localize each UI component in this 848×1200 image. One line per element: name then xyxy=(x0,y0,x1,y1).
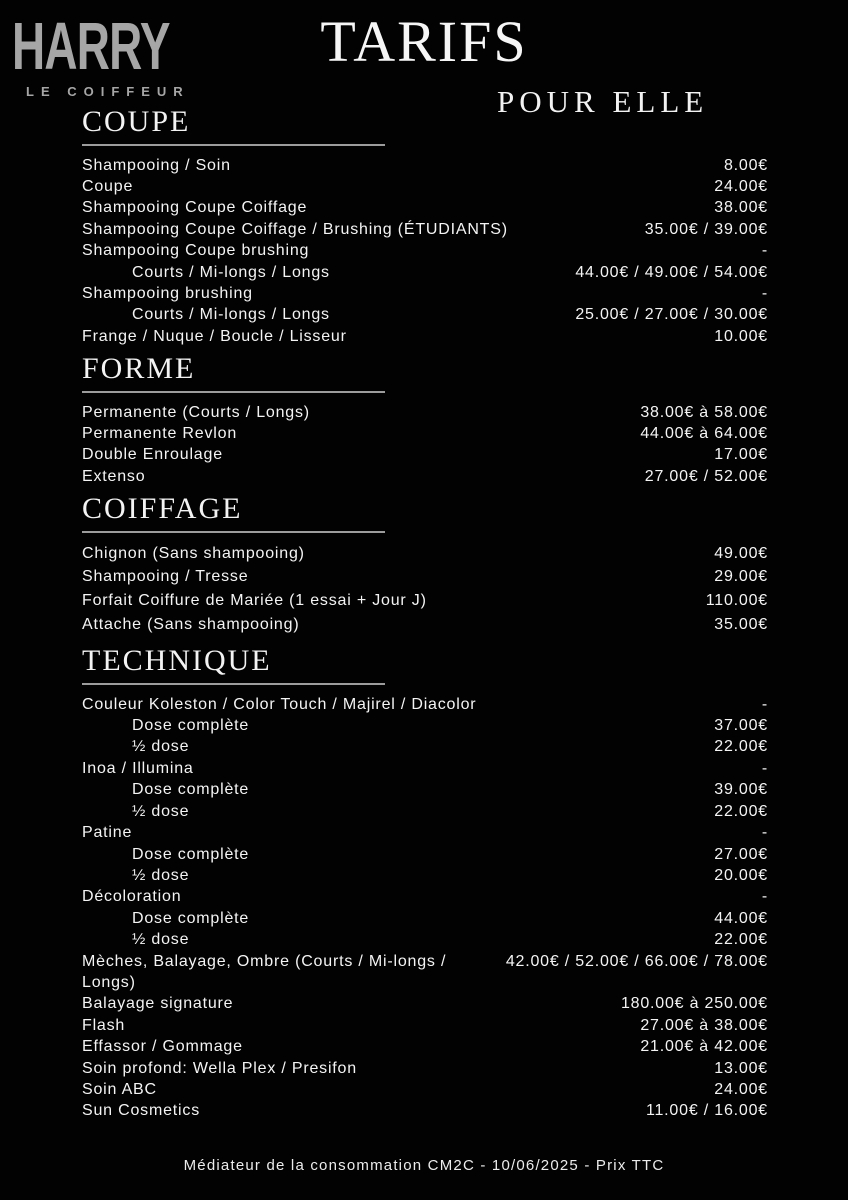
price-row xyxy=(82,444,768,465)
item-price: 44.00€ xyxy=(714,909,768,927)
item-label: ½ dose xyxy=(132,866,190,884)
item-label: Dose complète xyxy=(132,781,250,799)
item-label: Mèches, Balayage, Ombre (Courts / Mi-longs / Longs) xyxy=(82,952,447,991)
item-label: Shampooing Coupe Coiffage / Brushing (ÉTUDIANTS) xyxy=(82,220,508,238)
item-price: 110.00€ xyxy=(705,591,768,609)
item-label: Dose complète xyxy=(132,717,250,735)
item-price: - xyxy=(761,284,768,302)
item-price: 38.00€ xyxy=(714,199,768,217)
item-price: 44.00€ / 49.00€ / 54.00€ xyxy=(575,263,768,281)
price-row xyxy=(82,197,768,218)
item-label: Courts / Mi-longs / Longs xyxy=(132,306,330,324)
price-row xyxy=(82,822,768,843)
item-label: ½ dose xyxy=(132,738,190,756)
item-label: ½ dose xyxy=(132,802,190,820)
price-rows xyxy=(82,694,768,1122)
item-price: 37.00€ xyxy=(714,717,768,735)
price-row xyxy=(82,993,768,1014)
item-price: - xyxy=(761,242,768,260)
section-underline xyxy=(82,531,385,533)
price-row xyxy=(82,758,768,779)
item-price: 21.00€ à 42.00€ xyxy=(640,1038,768,1056)
item-label: Dose complète xyxy=(132,909,250,927)
item-label: Coupe xyxy=(82,177,134,195)
price-row xyxy=(82,176,768,197)
item-price: 44.00€ à 64.00€ xyxy=(640,425,768,443)
page-subtitle: POUR ELLE xyxy=(497,84,709,119)
item-label: Permanente Revlon xyxy=(82,425,238,443)
item-price: 39.00€ xyxy=(714,781,768,799)
item-price: - xyxy=(761,759,768,777)
price-row xyxy=(82,613,768,637)
item-price: - xyxy=(761,695,768,713)
item-label: Sun Cosmetics xyxy=(82,1102,200,1120)
item-price: 38.00€ à 58.00€ xyxy=(640,403,768,421)
item-label: Inoa / Illumina xyxy=(82,759,194,777)
price-row xyxy=(82,801,768,822)
item-label: Soin ABC xyxy=(82,1080,157,1098)
item-label: Shampooing / Tresse xyxy=(82,568,249,586)
item-label: ½ dose xyxy=(132,931,190,949)
price-row xyxy=(82,886,768,907)
item-price: 22.00€ xyxy=(714,931,768,949)
price-row xyxy=(82,1058,768,1079)
price-row xyxy=(82,326,768,347)
item-label: Courts / Mi-longs / Longs xyxy=(132,263,330,281)
item-price: 24.00€ xyxy=(714,1080,768,1098)
price-row xyxy=(82,1015,768,1036)
price-row xyxy=(82,466,768,487)
section-coupe xyxy=(82,105,768,347)
section-heading: COUPE xyxy=(82,105,191,138)
item-price: 27.00€ / 52.00€ xyxy=(644,467,768,485)
price-row xyxy=(82,865,768,886)
price-row xyxy=(82,779,768,800)
section-heading: TECHNIQUE xyxy=(82,644,272,678)
item-label: Patine xyxy=(82,824,133,842)
price-row xyxy=(82,283,768,304)
item-label: Frange / Nuque / Boucle / Lisseur xyxy=(82,327,347,345)
logo-subtitle: LE COIFFEUR xyxy=(26,84,190,99)
price-row xyxy=(82,219,768,240)
price-row xyxy=(82,589,768,613)
price-row xyxy=(82,715,768,736)
item-label: Décoloration xyxy=(82,888,182,906)
item-price: 35.00€ / 39.00€ xyxy=(644,220,768,238)
item-price: 10.00€ xyxy=(714,327,768,345)
item-price: 13.00€ xyxy=(714,1059,768,1077)
price-row xyxy=(82,565,768,589)
section-technique xyxy=(82,644,768,1122)
item-label: Shampooing Coupe Coiffage xyxy=(82,199,308,217)
item-label: Effassor / Gommage xyxy=(82,1038,243,1056)
price-list xyxy=(82,105,768,1127)
item-price: 35.00€ xyxy=(714,615,768,633)
section-heading: FORME xyxy=(82,352,196,386)
item-label: Permanente (Courts / Longs) xyxy=(82,403,310,421)
price-row xyxy=(82,929,768,950)
section-underline xyxy=(82,391,385,393)
price-row xyxy=(82,402,768,423)
item-price: 24.00€ xyxy=(714,177,768,195)
section-heading: COIFFAGE xyxy=(82,492,243,526)
price-row xyxy=(82,155,768,176)
item-label: Chignon (Sans shampooing) xyxy=(82,544,305,562)
price-row xyxy=(82,694,768,715)
price-row xyxy=(82,951,768,994)
section-coiffage xyxy=(82,492,768,636)
footer-note: Médiateur de la consommation CM2C - 10/06/2025 - Prix TTC xyxy=(183,1157,665,1174)
item-price: 42.00€ / 52.00€ / 66.00€ / 78.00€ xyxy=(505,952,768,970)
item-price: 8.00€ xyxy=(723,156,768,174)
item-price: 22.00€ xyxy=(714,738,768,756)
price-row xyxy=(82,844,768,865)
item-label: Flash xyxy=(82,1016,126,1034)
price-row xyxy=(82,908,768,929)
item-label: Attache (Sans shampooing) xyxy=(82,615,300,633)
item-label: Double Enroulage xyxy=(82,446,223,464)
price-rows xyxy=(82,542,768,636)
item-price: 20.00€ xyxy=(714,866,768,884)
item-label: Forfait Coiffure de Mariée (1 essai + Jour J) xyxy=(82,591,427,609)
item-price: 29.00€ xyxy=(714,568,768,586)
logo-name: HARRY xyxy=(12,9,170,85)
item-price: 17.00€ xyxy=(714,446,768,464)
item-price: 27.00€ xyxy=(714,845,768,863)
price-row xyxy=(82,262,768,283)
item-label: Shampooing Coupe brushing xyxy=(82,242,310,260)
section-underline xyxy=(82,683,385,685)
item-price: - xyxy=(761,824,768,842)
item-label: Shampooing / Soin xyxy=(82,156,231,174)
item-price: 22.00€ xyxy=(714,802,768,820)
price-row xyxy=(82,240,768,261)
item-label: Balayage signature xyxy=(82,995,234,1013)
item-label: Dose complète xyxy=(132,845,250,863)
price-rows xyxy=(82,155,768,348)
page-title: TARIFS xyxy=(320,9,528,74)
item-price: 27.00€ à 38.00€ xyxy=(640,1016,768,1034)
price-row xyxy=(82,542,768,566)
item-label: Extenso xyxy=(82,467,146,485)
item-label: Couleur Koleston / Color Touch / Majirel / Diacolor xyxy=(82,695,477,713)
item-price: 49.00€ xyxy=(714,544,768,562)
item-price: - xyxy=(761,888,768,906)
section-forme xyxy=(82,352,768,487)
item-label: Shampooing brushing xyxy=(82,284,253,302)
price-rows xyxy=(82,402,768,488)
item-price: 11.00€ / 16.00€ xyxy=(645,1102,768,1120)
price-row xyxy=(82,1100,768,1121)
item-label: Soin profond: Wella Plex / Presifon xyxy=(82,1059,357,1077)
item-price: 180.00€ à 250.00€ xyxy=(620,995,768,1013)
price-row xyxy=(82,304,768,325)
price-row xyxy=(82,736,768,757)
price-row xyxy=(82,423,768,444)
price-row xyxy=(82,1079,768,1100)
item-price: 25.00€ / 27.00€ / 30.00€ xyxy=(575,306,768,324)
section-underline xyxy=(82,144,385,146)
price-row xyxy=(82,1036,768,1057)
